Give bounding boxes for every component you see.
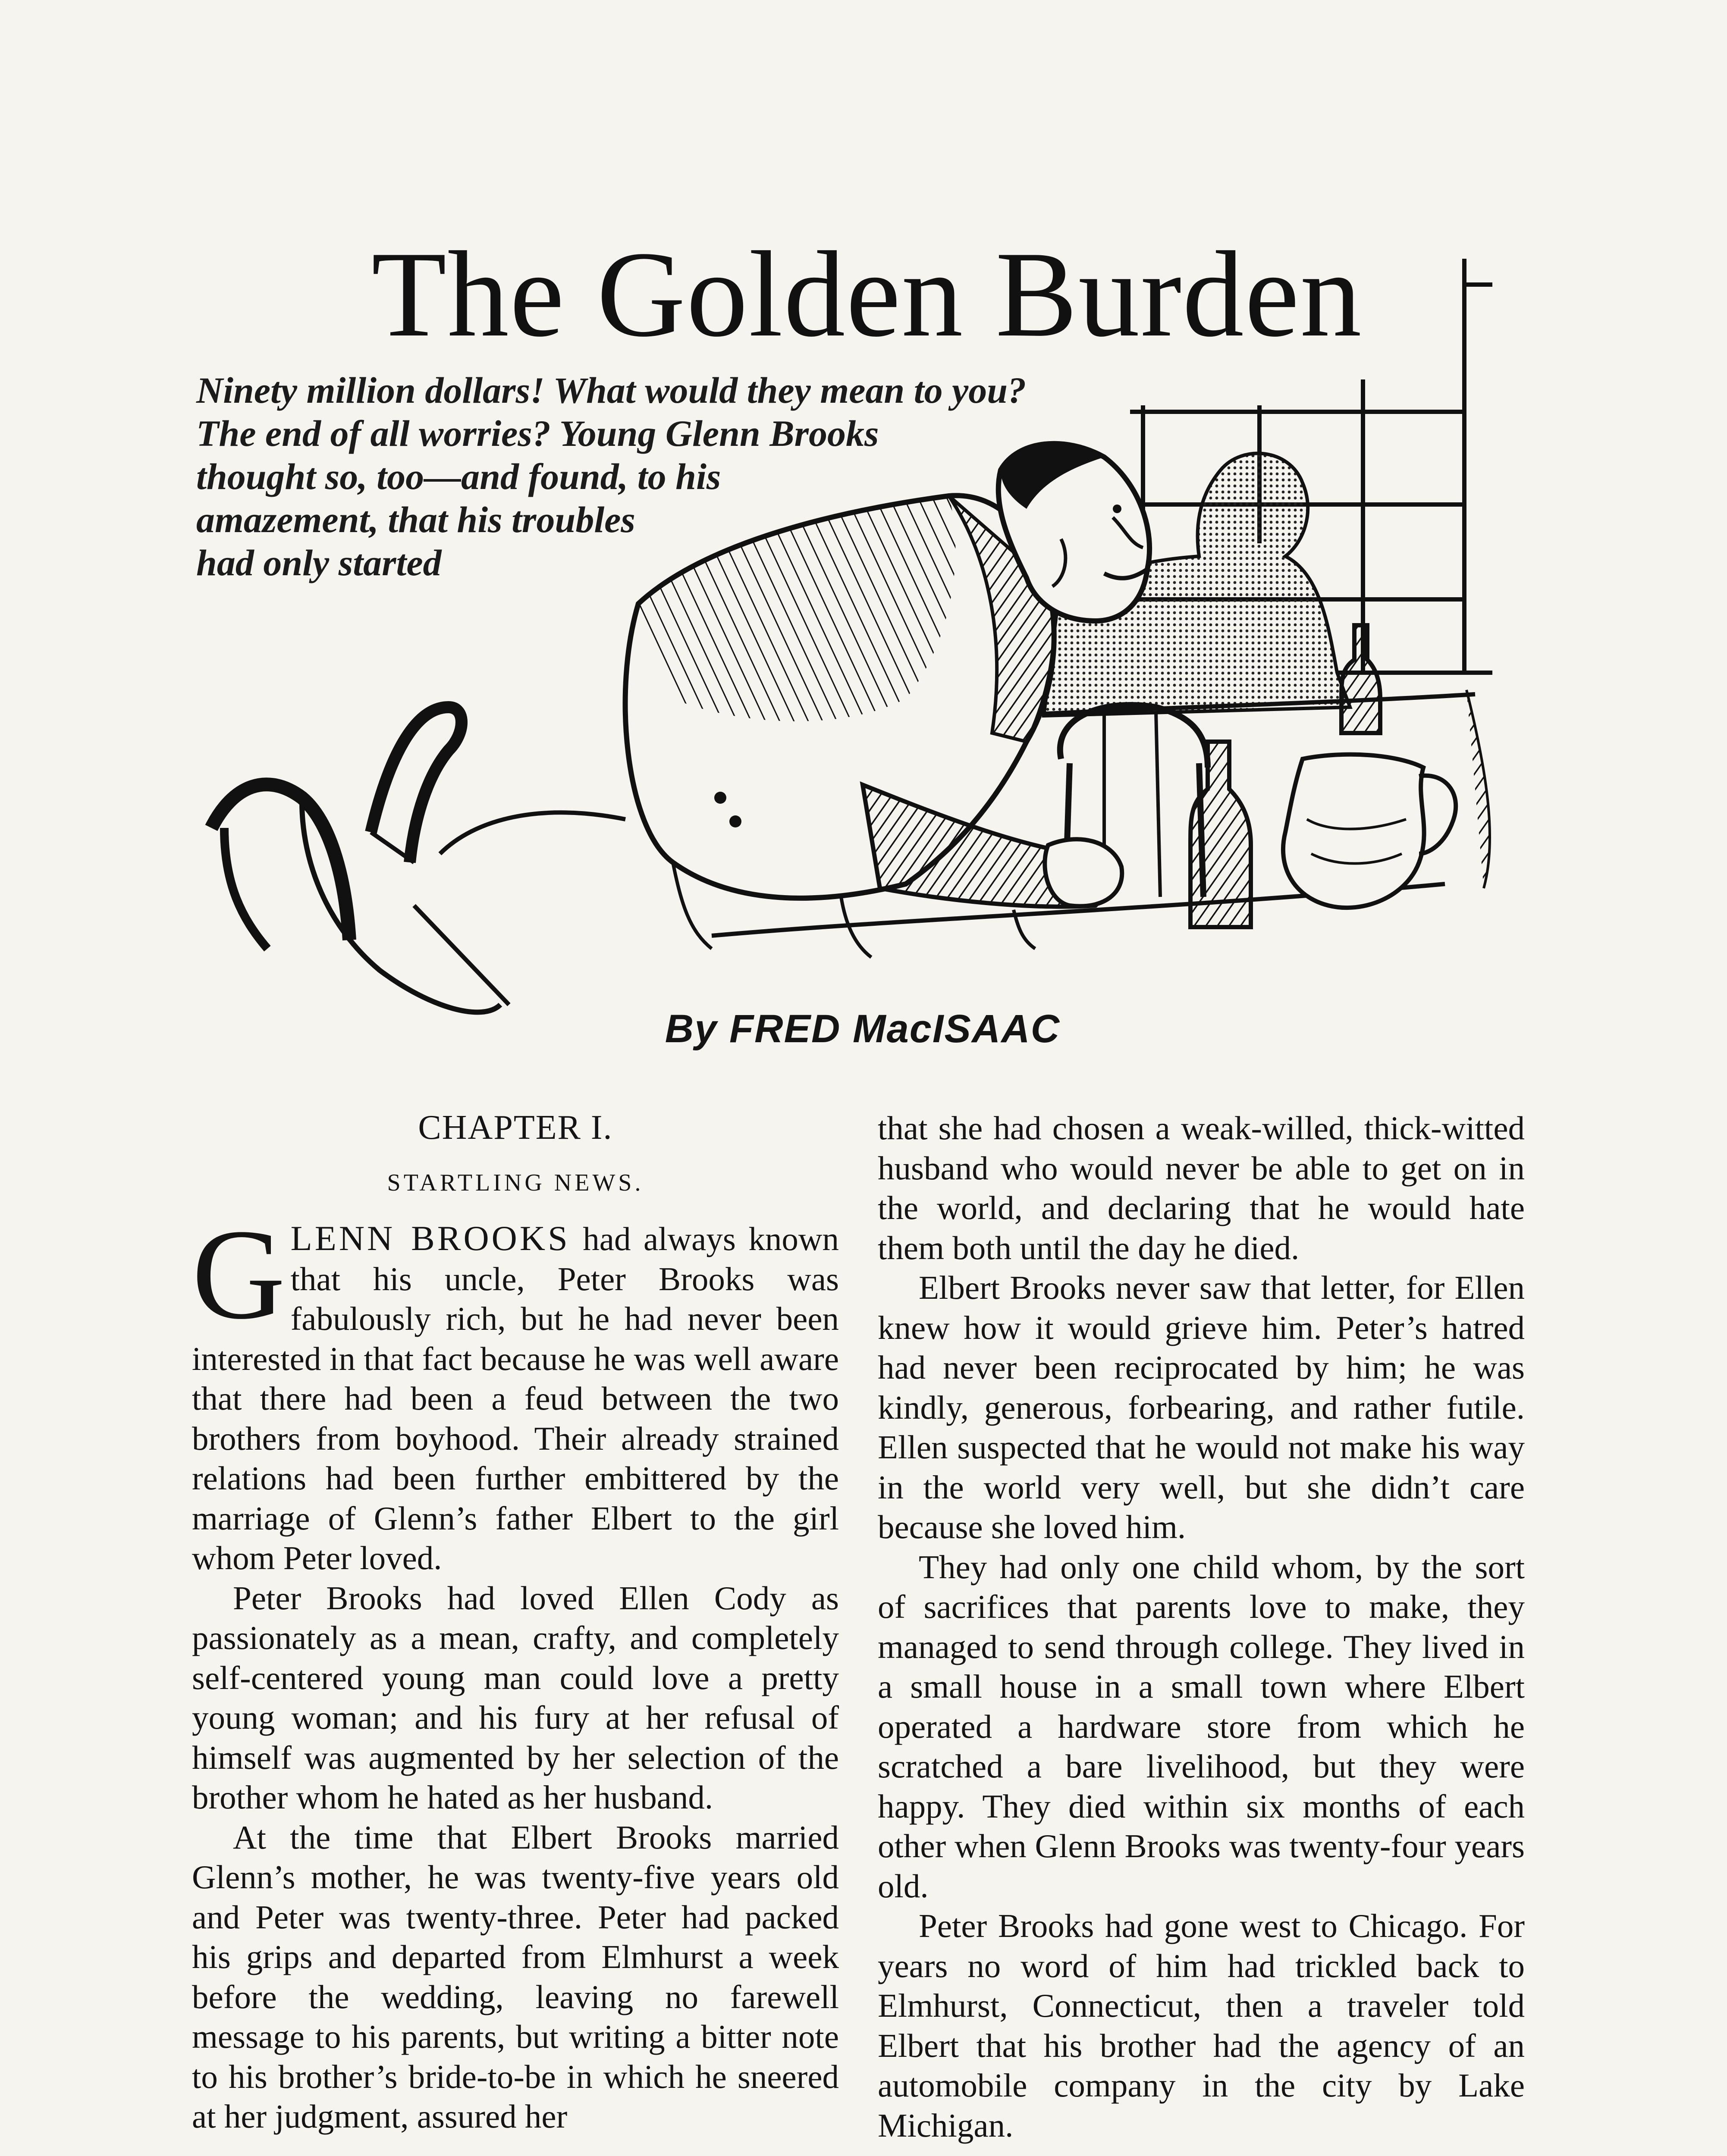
blurb-line: Ninety million dollars! What would they mean to you?	[196, 370, 1027, 411]
foreground-chairs	[211, 707, 625, 1012]
chapter-subheading: STARTLING NEWS.	[387, 1169, 644, 1196]
paragraph	[192, 1203, 839, 1578]
story-title: The Golden Burden	[371, 226, 1363, 362]
paragraph: that she had chosen a weak-willed, thick-witted husband who would never be able to get on in the world, and declaring that he would hate them both until the day he died.	[878, 1109, 1525, 1266]
blurb-line: thought so, too—and found, to his	[196, 456, 721, 497]
author-byline: By FRED MacISAAC	[665, 1007, 1061, 1051]
paragraph: Peter Brooks had loved Ellen Cody as passionately as a mean, crafty, and completely self-centered young man could love a pretty young woman; and his fury at her refusal of himself was augmented by her selection of the brother whom he hated as her husband.	[192, 1579, 839, 1816]
right-column	[878, 1108, 1525, 2145]
blurb-line: amazement, that his troubles	[196, 499, 635, 540]
story-blurb	[196, 369, 1145, 584]
paragraph: They had only one child whom, by the sort of sacrifices that parents love to make, they managed to send through college. They lived in a small house in a small town where Elbert operated a hardware store from which he scratched a bare livelihood, but they were happy. They died within six months of each other when Glenn Brooks was twenty-four years old.	[878, 1548, 1525, 1905]
paragraph: At the time that Elbert Brooks married Glenn’s mother, he was twenty-five years old and Peter was twenty-three. Peter had packed his grips and departed from Elmhurst a week before the wedding, leaving no farewell message to his parents, but writing a bitter note to his brother’s bride-to-be in which he sneered at her judgment, assured her	[192, 1818, 839, 2135]
blurb-line: had only started	[196, 542, 442, 583]
paragraph-text: had always known that his uncle, Peter Brooks was fabulously rich, but he had never been interested in that fact because he was well aware that there had been a feud between the two brothers from boyhood. Their already strained relations had been further embittered by the marriage of Glenn’s father Elbert to the girl whom Peter loved.	[192, 1220, 839, 1576]
blurb-line: The end of all worries? Young Glenn Brooks	[196, 413, 879, 454]
drop-cap: G	[192, 1203, 286, 1346]
paragraph: Peter Brooks had gone west to Chicago. For years no word of him had trickled back to Elmhurst, Connecticut, then a traveler told Elbert that his brother had the agency of an automobile company in the city by Lake Michigan.	[878, 1907, 1525, 2144]
left-column	[192, 1104, 839, 2137]
paragraph: Elbert Brooks never saw that letter, for Ellen knew how it would grieve him. Peter’s hatred had never been reciprocated by him; he was kindly, generous, forbearing, and rather futile. Ellen suspected that he would not make his way in the world very well, but she didn’t care because she loved him.	[878, 1269, 1525, 1545]
lead-in: LENN BROOKS	[290, 1219, 570, 1258]
chapter-heading: CHAPTER I.	[418, 1109, 613, 1147]
